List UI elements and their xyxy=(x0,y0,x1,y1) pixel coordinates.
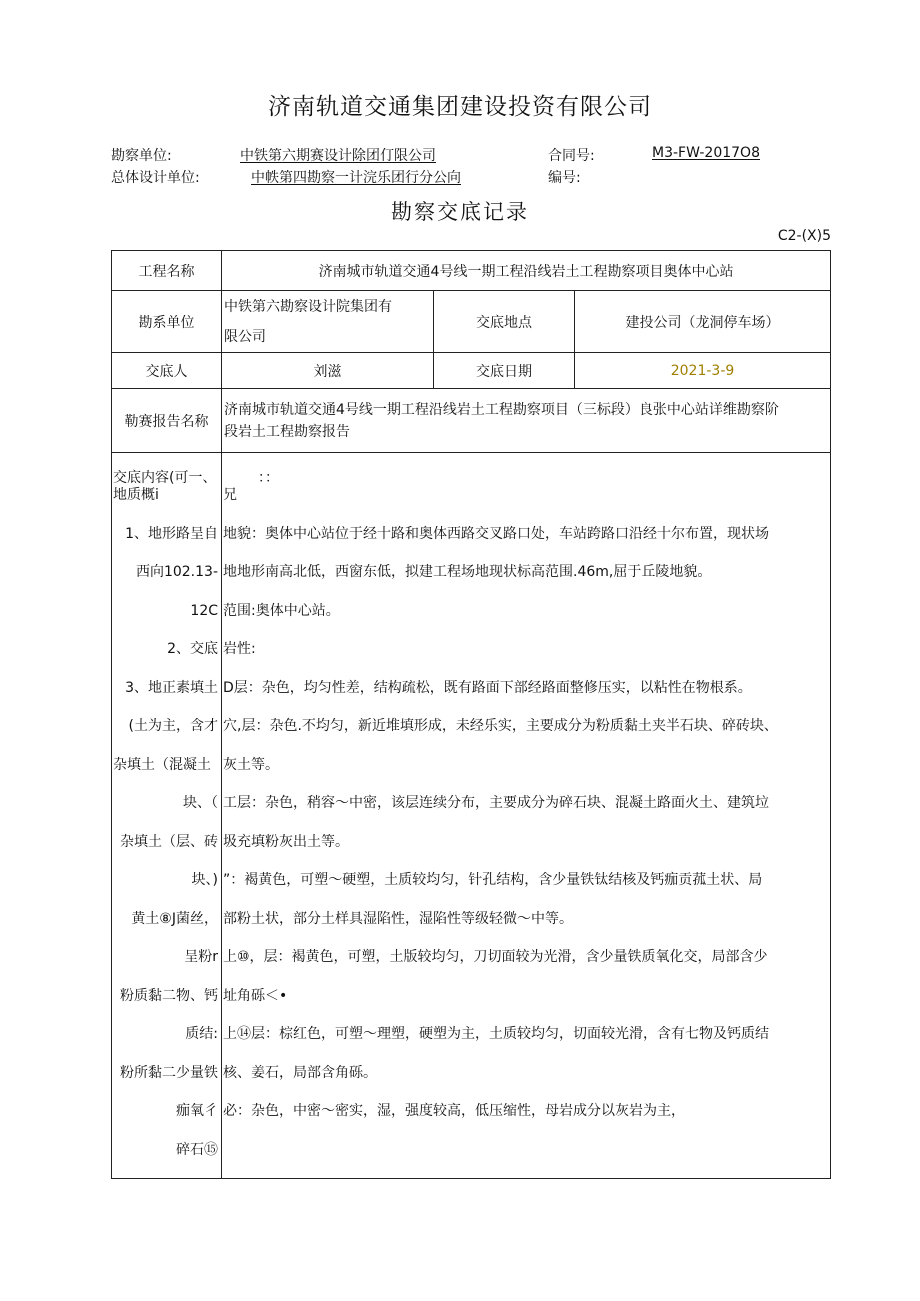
content-left-line: 块、（ xyxy=(183,795,218,811)
content-right-line: 上⑭层：棕红色，可塑〜理塑，硬塑为主，土质较均匀，切面较光滑，含有七物及钙质结 xyxy=(223,1026,769,1042)
content-right-line: 必：杂色，中密〜密实，湿，强度较高，低压缩性，母岩成分以灰岩为主， xyxy=(223,1103,685,1119)
content-right-line: 圾充填粉灰出土等。 xyxy=(223,833,349,850)
place-value: 建投公司（龙洞停车场） xyxy=(575,291,831,353)
content-left-line: 地质概i xyxy=(113,487,159,503)
content-right-line: 址角砾＜• xyxy=(223,987,288,1004)
content-left-line: 12C xyxy=(190,602,218,619)
content-right-line: ”：褐黄色，可塑〜硬塑，土质较均匀，针孔结构，含少量铁钛结核及钙痂贡菰土状、局 xyxy=(223,872,763,888)
content-right-line: 地地形南高北低，西窗东低，拟建工程场地现状标高范围.46m,屈于丘陵地貌。 xyxy=(223,564,712,580)
content-left-line: 杂填土（混凝土 xyxy=(113,756,211,773)
date-value: 2021-3-9 xyxy=(575,353,831,389)
content-right-line: 范围:奥体中心站。 xyxy=(223,602,340,619)
survey-unit-label: 勘察单位: xyxy=(111,148,172,164)
content-left-line: 黄土⑧J菌丝， xyxy=(131,910,218,927)
report-name-line-2: 段岩土工程勘察报告 xyxy=(224,423,350,440)
content-left-line: 质结: xyxy=(185,1026,218,1042)
project-name-value: 济南城市轨道交通4号线一期工程沿线岩土工程勘察项目奥体中心站 xyxy=(222,251,831,291)
content-left-line: (土为主，含才 xyxy=(128,718,218,734)
form-code: C2-(X)5 xyxy=(777,228,831,244)
content-right-lines xyxy=(222,453,830,1140)
design-unit-label: 总体设计单位: xyxy=(111,170,200,186)
contract-no-label: 合同号: xyxy=(548,148,595,164)
content-left-column xyxy=(112,453,222,1179)
date-label: 交底日期 xyxy=(434,353,575,389)
content-right-line: 地貌：奥体中心站位于经十路和奥体西路交叉路口处，车站跨路口沿经十尔布置，现状场 xyxy=(223,525,769,542)
content-left-line: 碎石⑮ xyxy=(176,1141,218,1158)
content-left-lines xyxy=(112,453,221,1178)
survey-unit-line-1: 中铁第六勘察设计院集团有 xyxy=(224,298,392,315)
content-right-column xyxy=(222,453,831,1179)
survey-unit-cell-label: 勘系单位 xyxy=(112,291,222,353)
content-right-line: 工层：杂色，稍容〜中密，该层连续分布，主要成分为碎石块、混凝土路面火土、建筑垃 xyxy=(223,795,769,811)
content-left-line: 3、地正素填土 xyxy=(125,679,218,696)
company-name: 济南轨道交通集团建设投资有限公司 xyxy=(268,94,652,120)
content-left-line: 1、地形路呈自 xyxy=(125,525,218,542)
content-right-line: 穴,层：杂色.不均匀，新近堆填形成，未经乐实，主要成分为粉质黏土夹半石块、碎砖块、 xyxy=(223,718,778,734)
content-left-line: 杂填土（层、砖 xyxy=(120,833,218,850)
content-right-line: 兄 xyxy=(223,487,237,503)
survey-unit-value: 中铁第六期赛设计除团仃限公司 xyxy=(240,148,436,164)
design-unit-value: 中帙第四勘察一计浣乐团行分公向 xyxy=(251,170,461,186)
content-right-line: 灰土等。 xyxy=(223,756,279,773)
record-table xyxy=(111,250,831,1179)
place-label: 交底地点 xyxy=(434,291,575,353)
person-value: 刘滋 xyxy=(222,353,434,389)
survey-unit-line-2: 限公司 xyxy=(224,328,266,345)
document-title: 勘察交底记录 xyxy=(391,200,529,224)
report-name-value xyxy=(222,389,831,453)
content-left-line: 粉所黏二少量铁 xyxy=(120,1064,218,1081)
report-name-line-1: 济南城市轨道交通4号线一期工程沿线岩土工程勘察项目（三标段）良张中心站详维勘察阶 xyxy=(224,401,779,418)
content-right-line: 上⑩，层：褐黄色，可塑，土版较均匀，刀切面较为光滑，含少量铁质氧化交，局部含少 xyxy=(223,949,768,965)
content-right-line: D层：杂色，均匀性差，结构疏松，既有路面下部经路面整修压实，以粘性在物根系。 xyxy=(223,679,752,696)
content-left-line: 块、) xyxy=(191,872,218,888)
content-left-line: 痂氧彳 xyxy=(176,1103,218,1119)
content-left-line: 呈粉r xyxy=(184,949,218,965)
project-name-label: 工程名称 xyxy=(112,251,222,291)
survey-unit-cell-value xyxy=(222,291,434,353)
content-left-line: 粉质黏二物、钙 xyxy=(120,987,218,1004)
content-right-line: 岩性: xyxy=(223,641,256,657)
content-left-line: 西向102.13- xyxy=(135,564,218,580)
content-right-line: 核、姜石，局部含角砾。 xyxy=(223,1064,377,1081)
report-name-label: 勒赛报告名称 xyxy=(112,389,222,453)
person-label: 交底人 xyxy=(112,353,222,389)
content-left-line: 2、交底 xyxy=(167,641,218,657)
contract-no-value: M3-FW-2017O8 xyxy=(652,145,760,161)
content-right-line: ：： xyxy=(258,470,279,485)
content-right-line: 部粉土状，部分土样具湿陷性，湿陷性等级轻微〜中等。 xyxy=(223,910,573,927)
number-label: 编号: xyxy=(548,170,581,186)
content-left-line: 交底内容(可一、 xyxy=(113,470,217,485)
